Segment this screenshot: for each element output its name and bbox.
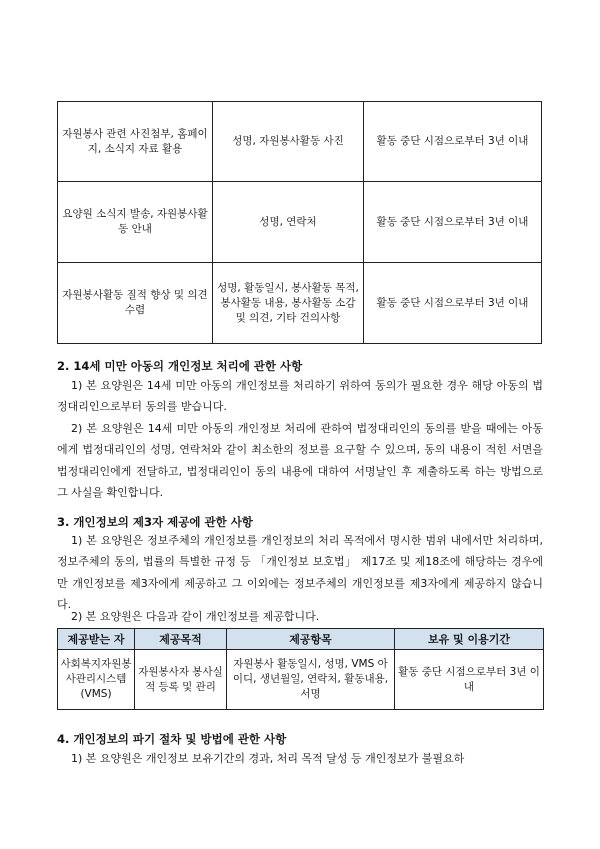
column-header: 제공받는 자	[58, 629, 135, 650]
table-row	[58, 182, 542, 263]
section-3-heading: 3. 개인정보의 제3자 제공에 관한 사항	[57, 515, 253, 529]
section-2-paragraph-2: 2) 본 요양원은 14세 미만 아동의 개인정보 처리에 관하여 법정대리인의 동의를 받을 때에는 아동에게 법정대리인의 성명, 연락처와 같이 최소한의 정보를 요구할 수 있으며, 동의 내용이 적힌 서면을 법정대리인에게 전달하고, 법정대리인이 동의 내용에 대하여 서명날인 후 제출하도록 하는 방법으로 그 사실을 확인합니다.	[57, 422, 543, 499]
table-row	[58, 650, 544, 710]
section-2-paragraph-1: 1) 본 요양원은 14세 미만 아동의 개인정보를 처리하기 위하여 동의가 필요한 경우 해당 아동의 법정대리인으로부터 동의를 받습니다.	[57, 379, 543, 414]
purpose-table	[57, 101, 542, 344]
purpose-cell: 요양원 소식지 발송, 자원봉사활동 안내	[58, 182, 213, 263]
section-3-paragraph-1: 1) 본 요양원은 정보주체의 개인정보를 개인정보의 처리 목적에서 명시한 범위 내에서만 처리하며, 정보주체의 동의, 법률의 특별한 규정 등 「개인정보 보호법」 제17조 및 제18조에 해당하는 경우에만 개인정보를 제3자에게 제공하고 그 이외에는 정보주체의 개인정보를 제3자에게 제공하지 않습니다.	[57, 534, 543, 611]
sharing-purpose-cell: 자원봉사자 봉사실적 등록 및 관리	[135, 650, 227, 710]
purpose-cell: 자원봉사 관련 사진첨부, 홈페이지, 소식지 자료 활용	[58, 102, 213, 182]
column-header: 제공항목	[227, 629, 395, 650]
table-row	[58, 102, 542, 182]
recipient-cell: 사회복지자원봉사관리시스템(VMS)	[58, 650, 135, 710]
section-3-paragraph-2: 2) 본 요양원은 다음과 같이 개인정보를 제공합니다.	[71, 610, 320, 623]
items-cell: 성명, 연락처	[213, 182, 364, 263]
section-2-heading: 2. 14세 미만 아동의 개인정보 처리에 관한 사항	[57, 359, 303, 373]
retention-period-cell: 활동 중단 시점으로부터 3년 이내	[395, 650, 544, 710]
period-cell: 활동 중단 시점으로부터 3년 이내	[364, 102, 542, 182]
table-header-row	[58, 629, 544, 650]
period-cell: 활동 중단 시점으로부터 3년 이내	[364, 182, 542, 263]
column-header: 보유 및 이용기간	[395, 629, 544, 650]
section-4-heading: 4. 개인정보의 파기 절차 및 방법에 관한 사항	[57, 732, 287, 746]
table-row	[58, 263, 542, 344]
purpose-cell: 자원봉사활동 질적 향상 및 의견 수렴	[58, 263, 213, 344]
sharing-items-cell: 자원봉사 활동일시, 성명, VMS 아이디, 생년월일, 연락처, 활동내용, 서명	[227, 650, 395, 710]
items-cell: 성명, 자원봉사활동 사진	[213, 102, 364, 182]
items-cell: 성명, 활동일시, 봉사활동 목적, 봉사활동 내용, 봉사활동 소감 및 의견, 기타 건의사항	[213, 263, 364, 344]
sharing-table	[57, 628, 544, 710]
period-cell: 활동 중단 시점으로부터 3년 이내	[364, 263, 542, 344]
section-4-paragraph-1: 1) 본 요양원은 개인정보 보유기간의 경과, 처리 목적 달성 등 개인정보가 불필요하	[71, 752, 465, 765]
column-header: 제공목적	[135, 629, 227, 650]
